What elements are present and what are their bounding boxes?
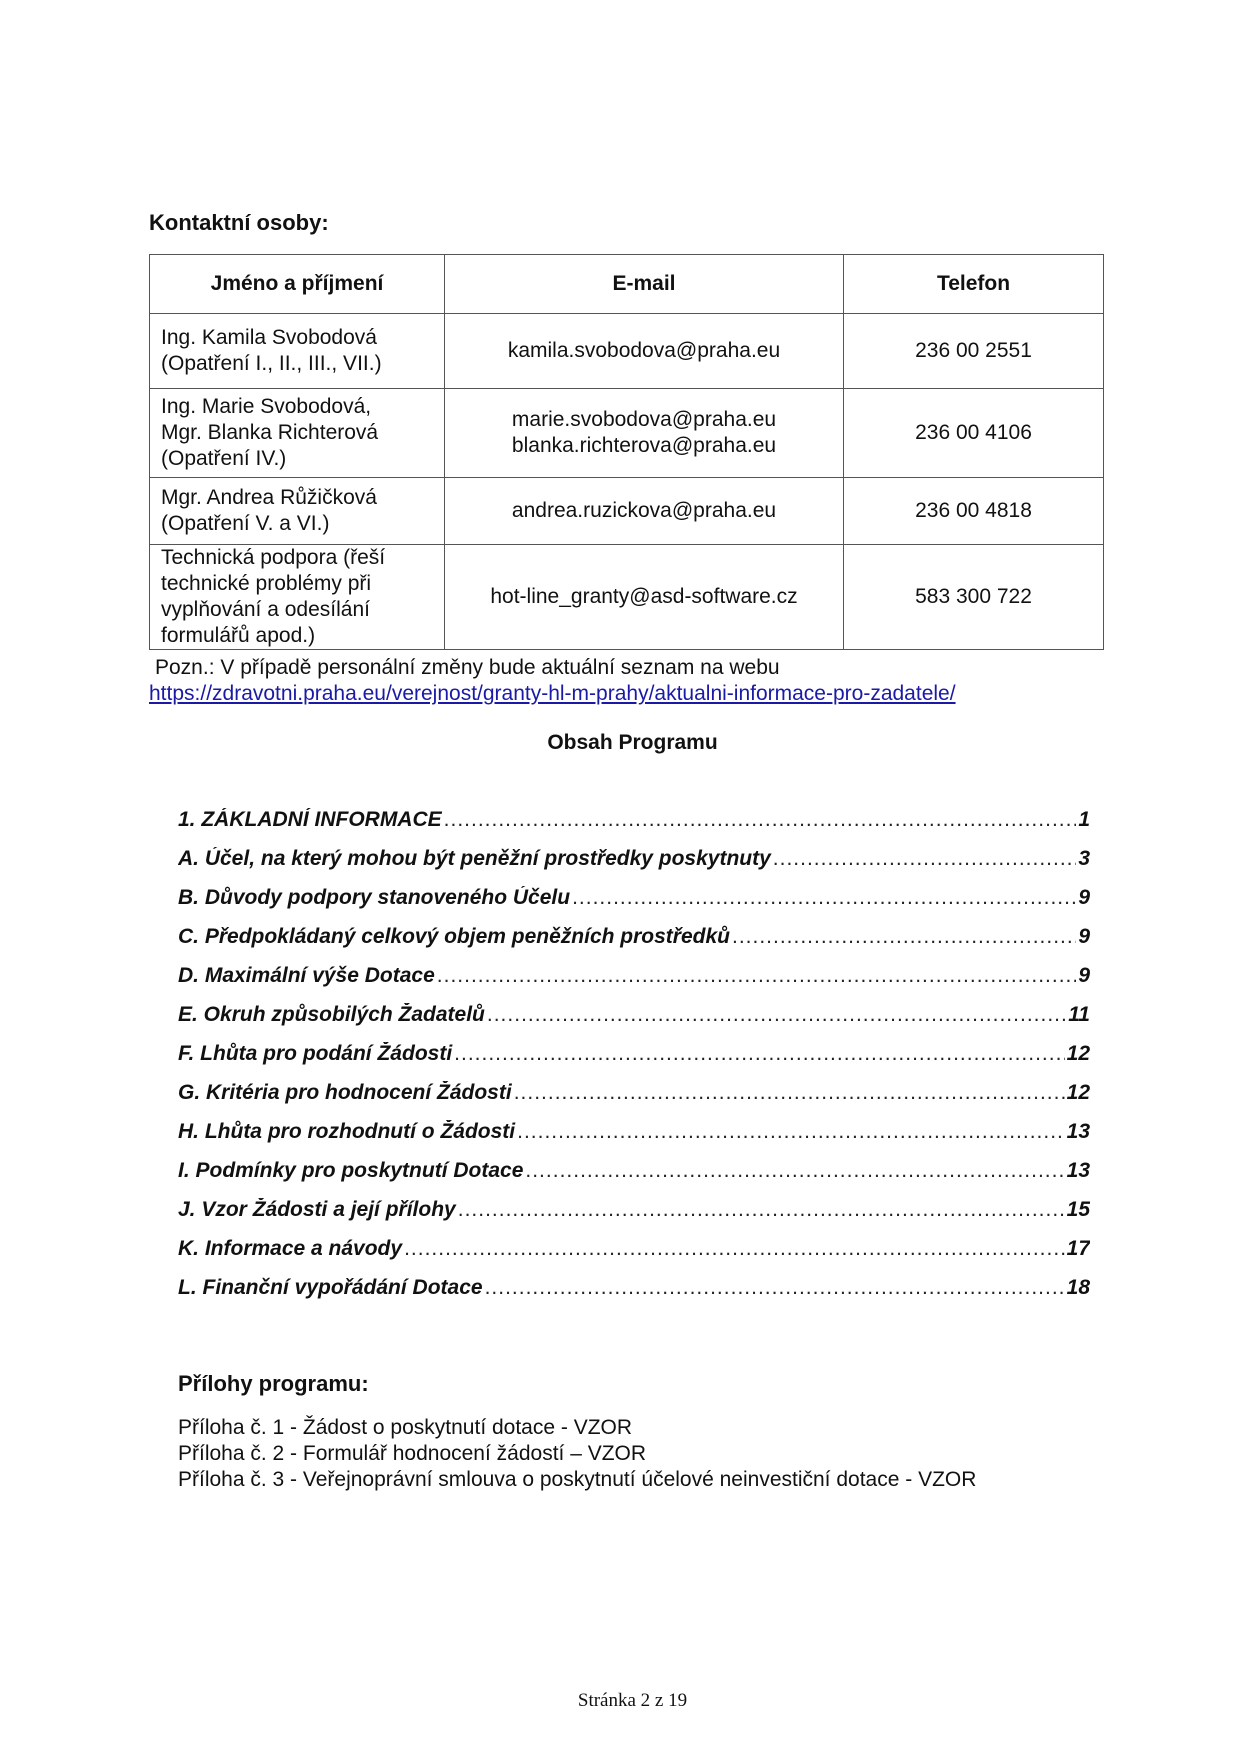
toc-dot-leader (487, 1003, 1066, 1027)
table-row (150, 478, 1104, 545)
contact-phone: 236 00 4818 (844, 478, 1104, 545)
contact-phone: 236 00 2551 (844, 314, 1104, 389)
toc-dot-leader (773, 847, 1077, 871)
toc-dot-leader (437, 964, 1077, 988)
toc-item[interactable] (178, 1237, 1090, 1276)
list-item: Příloha č. 2 - Formulář hodnocení žádostí – VZOR (178, 1442, 647, 1465)
toc-item[interactable] (178, 886, 1090, 925)
toc-item-page: 12 (1066, 1081, 1090, 1104)
toc-item-page: 17 (1066, 1237, 1090, 1260)
table-header-row (150, 255, 1104, 314)
toc-item[interactable] (178, 925, 1090, 964)
toc-item[interactable] (178, 1198, 1090, 1237)
toc-item-page: 15 (1066, 1198, 1090, 1221)
column-header-phone: Telefon (844, 255, 1104, 314)
toc-item[interactable] (178, 1042, 1090, 1081)
contact-email-cell (445, 545, 844, 650)
attachments-list (178, 1415, 976, 1493)
contact-name-line: Ing. Marie Svobodová, (161, 395, 372, 418)
contact-name-line: (Opatření IV.) (161, 447, 287, 470)
contact-email-cell (445, 389, 844, 478)
toc-dot-leader (485, 1276, 1065, 1300)
contacts-note: Pozn.: V případě personální změny bude aktuální seznam na webu (155, 656, 780, 679)
table-row (150, 314, 1104, 389)
contact-name-line: (Opatření I., II., III., VII.) (161, 352, 382, 375)
contact-email[interactable]: kamila.svobodova@praha.eu (507, 339, 781, 362)
toc-item-label: D. Maximální výše Dotace (178, 964, 435, 987)
toc-item[interactable] (178, 1159, 1090, 1198)
contacts-info-link[interactable]: https://zdravotni.praha.eu/verejnost/granty-hl-m-prahy/aktualni-informace-pro-zadatele/ (149, 682, 956, 705)
toc-item-label: E. Okruh způsobilých Žadatelů (178, 1003, 485, 1026)
toc-item-page: 13 (1066, 1159, 1090, 1182)
contact-email[interactable]: andrea.ruzickova@praha.eu (511, 499, 777, 522)
toc-dot-leader (444, 808, 1077, 832)
toc-item-label: L. Finanční vypořádání Dotace (178, 1276, 483, 1299)
toc-item-label: A. Účel, na který mohou být peněžní prostředky poskytnuty (178, 847, 771, 870)
contact-name-cell (150, 478, 445, 545)
toc-item-page: 12 (1066, 1042, 1090, 1065)
toc-dot-leader (572, 886, 1076, 910)
attachments-heading: Přílohy programu: (178, 1371, 369, 1396)
page-number: Stránka 2 z 19 (577, 1690, 688, 1711)
column-header-email: E-mail (445, 255, 844, 314)
toc-item-page: 9 (1078, 925, 1090, 948)
contact-name-cell (150, 314, 445, 389)
contact-email[interactable]: hot-line_granty@asd-software.cz (490, 585, 798, 608)
toc-item[interactable] (178, 847, 1090, 886)
table-row (150, 545, 1104, 650)
toc-dot-leader (458, 1198, 1065, 1222)
toc-item-page: 3 (1078, 847, 1090, 870)
contacts-heading: Kontaktní osoby: (149, 210, 329, 235)
toc-item-label: K. Informace a návody (178, 1237, 403, 1260)
toc-item-page: 9 (1078, 964, 1090, 987)
contact-name-line: Technická podpora (řeší (161, 546, 386, 569)
column-header-name: Jméno a příjmení (150, 255, 445, 314)
contact-name-line: formulářů apod.) (161, 624, 316, 647)
list-item: Příloha č. 1 - Žádost o poskytnutí dotace - VZOR (178, 1416, 633, 1439)
contact-name-line: Mgr. Andrea Růžičková (161, 486, 377, 509)
contact-phone: 583 300 722 (844, 545, 1104, 650)
contact-name-line: technické problémy při (161, 572, 372, 595)
toc-dot-leader (732, 925, 1076, 949)
contacts-table (149, 254, 1104, 650)
contact-name-cell (150, 545, 445, 650)
toc-item[interactable] (178, 808, 1090, 847)
toc-item-label: 1. ZÁKLADNÍ INFORMACE (178, 808, 442, 831)
toc-item[interactable] (178, 1081, 1090, 1120)
contact-email-cell (445, 314, 844, 389)
toc-dot-leader (514, 1081, 1065, 1105)
toc-item-label: C. Předpokládaný celkový objem peněžních prostředků (178, 925, 730, 948)
toc-item-page: 13 (1066, 1120, 1090, 1143)
contact-name-line: (Opatření V. a VI.) (161, 512, 330, 535)
contact-name-line: Ing. Kamila Svobodová (161, 326, 377, 349)
toc-item-page: 18 (1066, 1276, 1090, 1299)
contact-phone: 236 00 4106 (844, 389, 1104, 478)
toc-dot-leader (525, 1159, 1064, 1183)
contact-name-line: vyplňování a odesílání (161, 598, 370, 621)
toc-dot-leader (517, 1120, 1065, 1144)
toc-item-label: G. Kritéria pro hodnocení Žádosti (178, 1081, 512, 1104)
toc-item-page: 1 (1078, 808, 1090, 831)
list-item: Příloha č. 3 - Veřejnoprávní smlouva o poskytnutí účelové neinvestiční dotace - VZOR (178, 1468, 977, 1491)
toc-item-label: F. Lhůta pro podání Žádosti (178, 1042, 453, 1065)
toc-dot-leader (454, 1042, 1064, 1066)
toc-item-label: I. Podmínky pro poskytnutí Dotace (178, 1159, 524, 1182)
toc-title: Obsah Programu (547, 731, 718, 754)
toc-item-label: B. Důvody podpory stanoveného Účelu (178, 886, 571, 909)
toc-item-page: 9 (1078, 886, 1090, 909)
toc-item-label: H. Lhůta pro rozhodnutí o Žádosti (178, 1120, 516, 1143)
toc-item-label: J. Vzor Žádosti a její přílohy (178, 1198, 456, 1221)
toc-item-page: 11 (1068, 1003, 1090, 1026)
table-row (150, 389, 1104, 478)
toc-item[interactable] (178, 964, 1090, 1003)
contact-email[interactable]: marie.svobodova@praha.eu (511, 408, 777, 431)
contact-name-line: Mgr. Blanka Richterová (161, 421, 379, 444)
contact-email[interactable]: blanka.richterova@praha.eu (511, 434, 777, 457)
contact-name-cell (150, 389, 445, 478)
contact-email-cell (445, 478, 844, 545)
toc-item[interactable] (178, 1276, 1090, 1315)
toc-item[interactable] (178, 1120, 1090, 1159)
toc-dot-leader (404, 1237, 1065, 1261)
toc-item[interactable] (178, 1003, 1090, 1042)
table-of-contents (178, 808, 1090, 1315)
